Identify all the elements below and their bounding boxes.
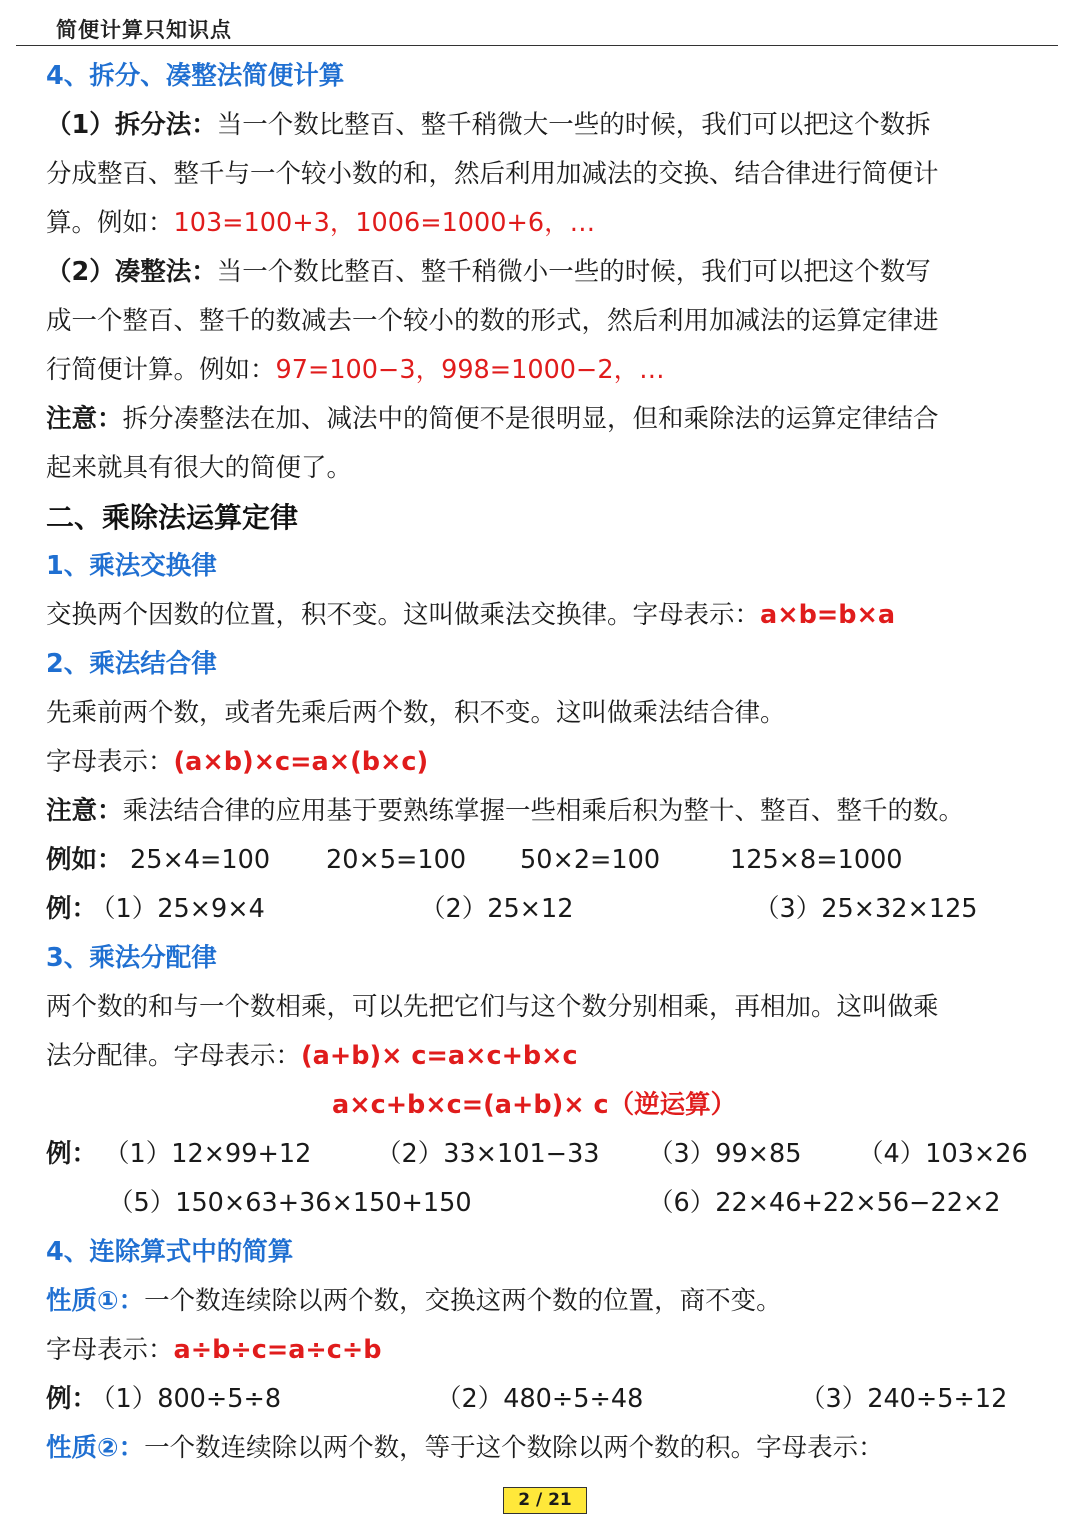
exercise-item: （1）12×99+12 (104, 1139, 312, 1169)
header-title: 简便计算只知识点 (56, 17, 232, 42)
division-property-1: 性质①：一个数连续除以两个数，交换这两个数的位置，商不变。 (46, 1286, 782, 1316)
distributive-exercises-row-1: 例： （1）12×99+12 （2）33×101−33 （3）99×85 （4）103×26 (46, 1130, 1041, 1179)
round-method-line-1: （2）凑整法：当一个数比整百、整千稍微小一些的时候，我们可以把这个数写 (46, 257, 931, 287)
distributive-line-1: 两个数的和与一个数相乘，可以先把它们与这个数分别相乘，再相加。这叫做乘 (46, 992, 939, 1022)
split-method-line-1: （1）拆分法：当一个数比整百、整千稍微大一些的时候，我们可以把这个数拆 (46, 110, 931, 140)
associative-examples: 例如： 25×4=100 20×5=100 50×2=100 125×8=1000 (46, 836, 1041, 885)
exercise-item: （2）33×101−33 (376, 1139, 600, 1169)
split-method-example: 103=100+3，1006=1000+6，… (173, 208, 596, 238)
associative-text: 先乘前两个数，或者先乘后两个数，积不变。这叫做乘法结合律。 (46, 698, 786, 728)
part-2-heading: 二、乘除法运算定律 (46, 501, 299, 534)
split-method-line-3: 算。例如：103=100+3，1006=1000+6，… (46, 208, 596, 238)
example-item: 25×4=100 (130, 845, 271, 875)
split-method-line-2: 分成整百、整千与一个较小数的和，然后利用加减法的交换、结合律进行简便计 (46, 159, 939, 189)
exercise-item: （4）103×26 (858, 1139, 1028, 1169)
round-method-example: 97=100−3，998=1000−2，… (275, 355, 665, 385)
associative-formula-line: 字母表示：(a×b)×c=a×(b×c) (46, 747, 429, 777)
round-method-line-2: 成一个整百、整千的数减去一个较小的数的形式，然后利用加减法的运算定律进 (46, 306, 939, 336)
round-method-line-3: 行简便计算。例如：97=100−3，998=1000−2，… (46, 355, 665, 385)
header-divider (16, 45, 1058, 46)
associative-title: 2、乘法结合律 (46, 649, 217, 679)
associative-formula: (a×b)×c=a×(b×c) (173, 747, 429, 777)
example-item: 20×5=100 (326, 845, 467, 875)
page-number: 2 / 21 (503, 1487, 587, 1514)
associative-exercises: 例： （1）25×9×4 （2）25×12 （3）25×32×125 (46, 885, 1041, 934)
exercise-item: （3）99×85 (648, 1139, 802, 1169)
distributive-title: 3、乘法分配律 (46, 943, 217, 973)
division-exercises: 例： （1）800÷5÷8 （2）480÷5÷48 （3）240÷5÷12 (46, 1375, 1041, 1424)
distributive-inverse-formula: a×c+b×c=(a+b)× c（逆运算） (332, 1090, 737, 1120)
division-formula-line: 字母表示：a÷b÷c=a÷c÷b (46, 1335, 382, 1365)
section-4-title: 4、拆分、凑整法简便计算 (46, 61, 345, 91)
exercise-item: （2）480÷5÷48 (436, 1384, 644, 1414)
division-title: 4、连除算式中的简算 (46, 1237, 294, 1267)
division-formula: a÷b÷c=a÷c÷b (173, 1335, 382, 1365)
distributive-inverse-line (46, 1081, 1041, 1130)
exercise-item: （2）25×12 (420, 894, 574, 924)
commutative-title: 1、乘法交换律 (46, 551, 217, 581)
distributive-exercises-row-2 (46, 1179, 1041, 1228)
commutative-formula: a×b=b×a (760, 600, 896, 630)
s4-note-line-2: 起来就具有很大的简便了。 (46, 453, 353, 483)
document-body (46, 52, 1041, 1473)
exercise-item: （3）240÷5÷12 (800, 1384, 1008, 1414)
exercise-item: （6）22×46+22×56−22×2 (648, 1188, 1001, 1218)
example-item: 50×2=100 (520, 845, 661, 875)
example-item: 125×8=1000 (730, 845, 903, 875)
exercise-item: （1）25×9×4 (90, 894, 265, 924)
s4-note-line-1: 注意：拆分凑整法在加、减法中的简便不是很明显，但和乘除法的运算定律结合 (46, 404, 939, 434)
exercise-item: （5）150×63+36×150+150 (108, 1188, 472, 1218)
distributive-line-2: 法分配律。字母表示：(a+b)× c=a×c+b×c (46, 1041, 578, 1071)
exercise-item: （3）25×32×125 (754, 894, 978, 924)
division-property-2: 性质②：一个数连续除以两个数，等于这个数除以两个数的积。字母表示： (46, 1433, 884, 1463)
exercise-item: （1）800÷5÷8 (90, 1384, 282, 1414)
commutative-text: 交换两个因数的位置，积不变。这叫做乘法交换律。字母表示：a×b=b×a (46, 600, 896, 630)
associative-note: 注意：乘法结合律的应用基于要熟练掌握一些相乘后积为整十、整百、整千的数。 (46, 796, 965, 826)
distributive-formula: (a+b)× c=a×c+b×c (301, 1041, 578, 1071)
